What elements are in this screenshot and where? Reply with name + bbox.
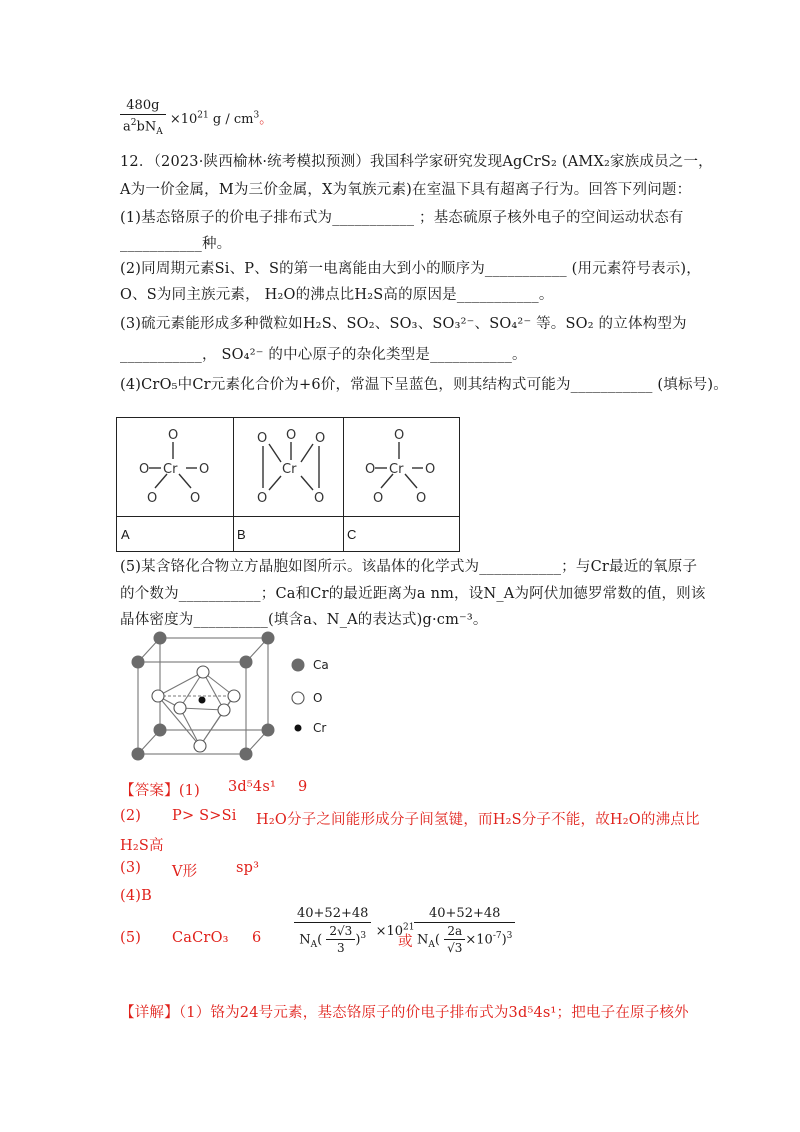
answer-2-order: P> S>Si	[172, 808, 237, 824]
answer-2-reason: H₂O分子之间能形成分子间氢键，而H₂S分子不能，故H₂O的沸点比	[256, 812, 700, 828]
density-formula-1: 40+52+48 $N_A$( $\frac{2√3}{3}$ )$^3$ $\times 10^{21}$	[294, 906, 414, 957]
legend-cr-marker	[295, 725, 302, 732]
answer-5-formula: CaCrO₃	[172, 930, 229, 946]
part-3-line-a: (3)硫元素能形成多种微粒如H₂S、SO₂、SO₃、SO₃²⁻、SO₄²⁻ 等。SO₂ 的立体构型为	[120, 316, 687, 332]
density-formula-1-numerator: 40+52+48	[294, 906, 371, 923]
part-1-line-b: ___________种。	[120, 236, 232, 252]
answer-1-config: 3d⁵4s¹	[228, 779, 276, 795]
svg-text:Cr: Cr	[282, 462, 297, 477]
question-source: （2023·陕西榆林·统考模拟预测）	[153, 154, 371, 170]
ca-atom	[262, 724, 275, 737]
o-atom	[194, 740, 206, 752]
ca-atom	[132, 656, 145, 669]
svg-text:O: O	[314, 491, 325, 506]
answer-line-1: 【答案】(1)	[120, 783, 200, 799]
answer-3-shape: V形	[172, 864, 198, 880]
answer-3-hybrid: sp³	[236, 860, 260, 876]
o-atom	[218, 704, 230, 716]
density-formula-2: 40+52+48 $N_A$( $\frac{2a}{√3}$ $\times 10^{-7})^3$	[414, 906, 515, 957]
detail-label: 【详解】	[120, 1005, 179, 1021]
cro5-structure-c-diagram	[349, 424, 451, 510]
ca-atom	[262, 632, 275, 645]
svg-text:O: O	[394, 428, 405, 443]
svg-text:O: O	[257, 491, 268, 506]
atom-o-bottom-left: O	[147, 491, 158, 506]
o-atom	[197, 666, 209, 678]
svg-text:O: O	[315, 431, 326, 446]
top-formula-fraction: $\frac{480g}{a^2bN_A}$	[120, 98, 166, 141]
part-1-line-a: (1)基态铬原子的价电子排布式为___________ ；基态硫原子核外电子的空间运动状态有	[120, 210, 684, 226]
part-4-line: (4)CrO₅中Cr元素化合价为+6价，常温下呈蓝色，则其结构式可能为___________ (填标号)。	[120, 377, 728, 393]
ca-atom	[154, 632, 167, 645]
svg-text:O: O	[286, 428, 297, 443]
top-formula: $\frac{480g}{a^2bN_A}$ $\times 10^{21}$ g / $cm^3$。	[120, 98, 272, 141]
part-5-line-a: (5)某含铬化合物立方晶胞如图所示。该晶体的化学式为___________；与Cr最近的氧原子	[120, 559, 698, 575]
atom-o-top: O	[168, 428, 179, 443]
part-5-line-c: 晶体密度为__________(填含a、N_A的表达式)g·cm⁻³。	[120, 612, 488, 628]
atom-o-right: O	[199, 462, 210, 477]
structure-options-table	[116, 417, 460, 552]
ca-atom	[240, 656, 253, 669]
crystal-cell-diagram	[120, 630, 350, 770]
option-c-cell	[343, 418, 459, 551]
option-a-label: A	[121, 527, 130, 542]
atom-o-bottom-right: O	[190, 491, 201, 506]
answer-1-count: 9	[298, 779, 308, 795]
cr-atom	[199, 697, 206, 704]
part-3-line-b: ___________， SO₄²⁻ 的中心原子的杂化类型是___________。	[120, 347, 527, 363]
part-5-line-b: 的个数为___________；Ca和Cr的最近距离为a nm，设N_A为阿伏加德罗常数的值，则该	[120, 586, 706, 602]
legend-ca-marker	[292, 659, 305, 672]
option-a-cell	[117, 418, 234, 551]
ca-atom	[240, 748, 253, 761]
legend-cr-label: Cr	[313, 721, 327, 735]
answer-2-reason-cont: H₂S高	[120, 838, 164, 854]
o-atom	[152, 690, 164, 702]
answer-5-or: 或	[398, 934, 413, 950]
legend-ca-label: Ca	[313, 658, 329, 672]
question-line-1: 12．（2023·陕西榆林·统考模拟预测）我国科学家研究发现AgCrS₂ (AMX₂家族成员之一，	[120, 154, 713, 170]
answer-label: 【答案】	[120, 783, 179, 799]
option-b-label: B	[237, 527, 246, 542]
ca-atom	[154, 724, 167, 737]
legend-o-label: O	[313, 691, 323, 705]
svg-text:O: O	[373, 491, 384, 506]
question-number: 12．	[120, 154, 154, 170]
option-c-label: C	[347, 527, 357, 542]
answer-3-num: (3)	[120, 860, 142, 876]
answer-5-num: (5)	[120, 930, 142, 946]
cro5-structure-b-diagram	[239, 424, 341, 510]
o-atom	[174, 702, 186, 714]
detail-line	[120, 1001, 689, 1022]
top-formula-numerator: 480g	[120, 98, 166, 115]
atom-cr: Cr	[163, 462, 178, 477]
density-formula-2-numerator: 40+52+48	[414, 906, 515, 923]
cro5-structure-a-diagram	[123, 424, 225, 510]
ca-atom	[132, 748, 145, 761]
detail-text: （1）铬为24号元素，基态铬原子的价电子排布式为3d⁵4s¹；把电子在原子核外	[178, 1005, 689, 1021]
svg-text:O: O	[365, 462, 376, 477]
svg-text:O: O	[257, 431, 268, 446]
answer-2-num: (2)	[120, 808, 142, 824]
answer-4: (4)B	[120, 888, 152, 904]
atom-o-left: O	[139, 462, 150, 477]
svg-text:Cr: Cr	[389, 462, 404, 477]
part-2-line-b: O、S为同主族元素， H₂O的沸点比H₂S高的原因是___________。	[120, 287, 554, 303]
svg-text:O: O	[425, 462, 436, 477]
question-line-2: A为一价金属，M为三价金属，X为氧族元素)在室温下具有超离子行为。回答下列问题：	[120, 182, 692, 198]
part-2-line-a: (2)同周期元素Si、P、S的第一电离能由大到小的顺序为___________ (用元素符号表示)，	[120, 261, 701, 277]
legend-o-marker	[292, 692, 304, 704]
answer-5-count: 6	[252, 930, 262, 946]
o-atom	[228, 690, 240, 702]
svg-text:O: O	[416, 491, 427, 506]
option-b-cell	[233, 418, 344, 551]
